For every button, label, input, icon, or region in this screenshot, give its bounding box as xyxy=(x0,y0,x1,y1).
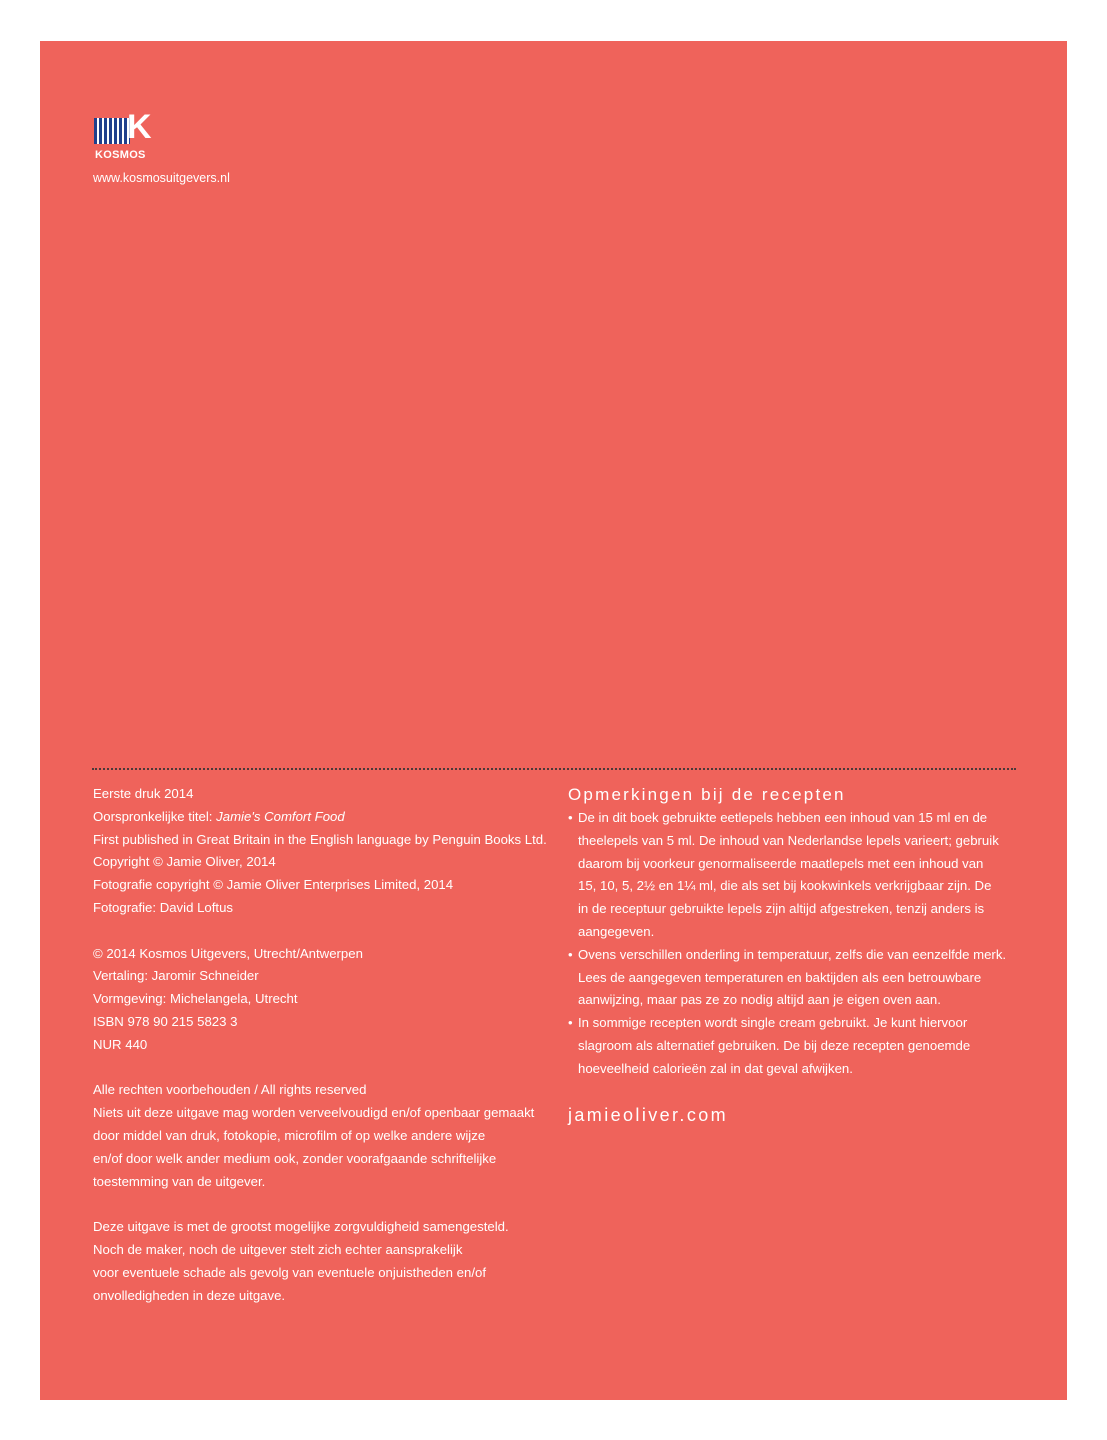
colophon-line: onvolledigheden in deze uitgave. xyxy=(93,1287,286,1303)
note-item xyxy=(568,807,1008,944)
note-line: aanwijzing, maar pas ze zo nodig altijd aan je eigen oven aan. xyxy=(578,992,941,1008)
note-line: in de receptuur gebruikte lepels zijn altijd afgestreken, tenzij anders is xyxy=(578,901,985,917)
colophon-line: ISBN 978 90 215 5823 3 xyxy=(93,1013,238,1029)
note-line: In sommige recepten wordt single cream gebruikt. Je kunt hiervoor xyxy=(578,1015,968,1031)
colophon-line: Eerste druk 2014 xyxy=(93,786,194,801)
colophon-line: Noch de maker, noch de uitgever stelt zich echter aansprakelijk xyxy=(93,1241,463,1257)
note-line: slagroom als alternatief gebruiken. De bij deze recepten genoemde xyxy=(578,1037,971,1053)
colophon-line: Copyright © Jamie Oliver, 2014 xyxy=(93,854,276,870)
note-line: De in dit boek gebruikte eetlepels hebben een inhoud van 15 ml en de xyxy=(578,810,988,825)
colophon-line: Niets uit deze uitgave mag worden verveelvoudigd en/of openbaar gemaakt xyxy=(93,1105,535,1121)
website-link[interactable]: jamieoliver.com xyxy=(568,1104,729,1125)
colophon-line: First published in Great Britain in the English language by Penguin Books Ltd. xyxy=(93,831,547,847)
colophon-line: voor eventuele schade als gevolg van eventuele onjuistheden en/of xyxy=(93,1264,486,1280)
logo-stripes xyxy=(94,118,130,144)
colophon-line: NUR 440 xyxy=(93,1036,148,1052)
notes-heading: Opmerkingen bij de recepten xyxy=(568,785,846,804)
colophon-line: Alle rechten voorbehouden / All rights reserved xyxy=(93,1082,367,1098)
dotted-divider xyxy=(92,768,1016,770)
note-line: Lees de aangegeven temperaturen en baktijden als een betrouwbare xyxy=(578,969,982,985)
note-line: aangegeven. xyxy=(578,923,655,939)
colophon-line: en/of door welk ander medium ook, zonder voorafgaande schriftelijke xyxy=(93,1150,497,1166)
colophon-line: door middel van druk, fotokopie, microfilm of op welke andere wijze xyxy=(93,1127,486,1143)
recipe-notes xyxy=(568,783,1008,1126)
colophon-line: toestemming van de uitgever. xyxy=(93,1173,266,1189)
note-line: theelepels van 5 ml. De inhoud van Nederlandse lepels varieert; gebruik xyxy=(578,832,999,848)
colophon-line: Deze uitgave is met de grootst mogelijke zorgvuldigheid samengesteld. xyxy=(93,1219,509,1235)
note-item xyxy=(568,1012,1008,1080)
colophon-line: Vormgeving: Michelangela, Utrecht xyxy=(93,991,298,1007)
note-line: hoeveelheid calorieën zal in dat geval afwijken. xyxy=(578,1060,853,1076)
logo-letter: K xyxy=(127,108,152,146)
note-line: Ovens verschillen onderling in temperatuur, zelfs die van eenzelfde merk. xyxy=(578,946,1007,962)
note-item xyxy=(568,944,1008,1012)
kosmos-logo xyxy=(94,108,154,166)
bullet: • xyxy=(568,810,573,825)
note-line: 15, 10, 5, 2½ en 1¼ ml, die als set bij kookwinkels verkrijgbaar zijn. De xyxy=(578,878,992,894)
colophon-line: Fotografie: David Loftus xyxy=(93,899,234,915)
original-title: Jamie's Comfort Food xyxy=(216,808,345,824)
note-line: daarom bij voorkeur genormaliseerde maatlepels met een inhoud van xyxy=(578,855,984,871)
colophon-line: Fotografie copyright © Jamie Oliver Enterprises Limited, 2014 xyxy=(93,877,454,893)
colophon xyxy=(93,783,553,1307)
original-title-line xyxy=(93,806,553,829)
bullet: • xyxy=(568,1015,573,1031)
logo-wordmark: KOSMOS xyxy=(95,149,146,161)
publisher-url[interactable]: www.kosmosuitgevers.nl xyxy=(93,171,230,185)
original-title-label: Oorspronkelijke titel: xyxy=(93,808,217,824)
bullet: • xyxy=(568,946,573,962)
book-page xyxy=(40,41,1067,1400)
notes-list xyxy=(568,807,1008,1081)
colophon-line: © 2014 Kosmos Uitgevers, Utrecht/Antwerpen xyxy=(93,945,363,961)
colophon-line: Vertaling: Jaromir Schneider xyxy=(93,968,259,984)
